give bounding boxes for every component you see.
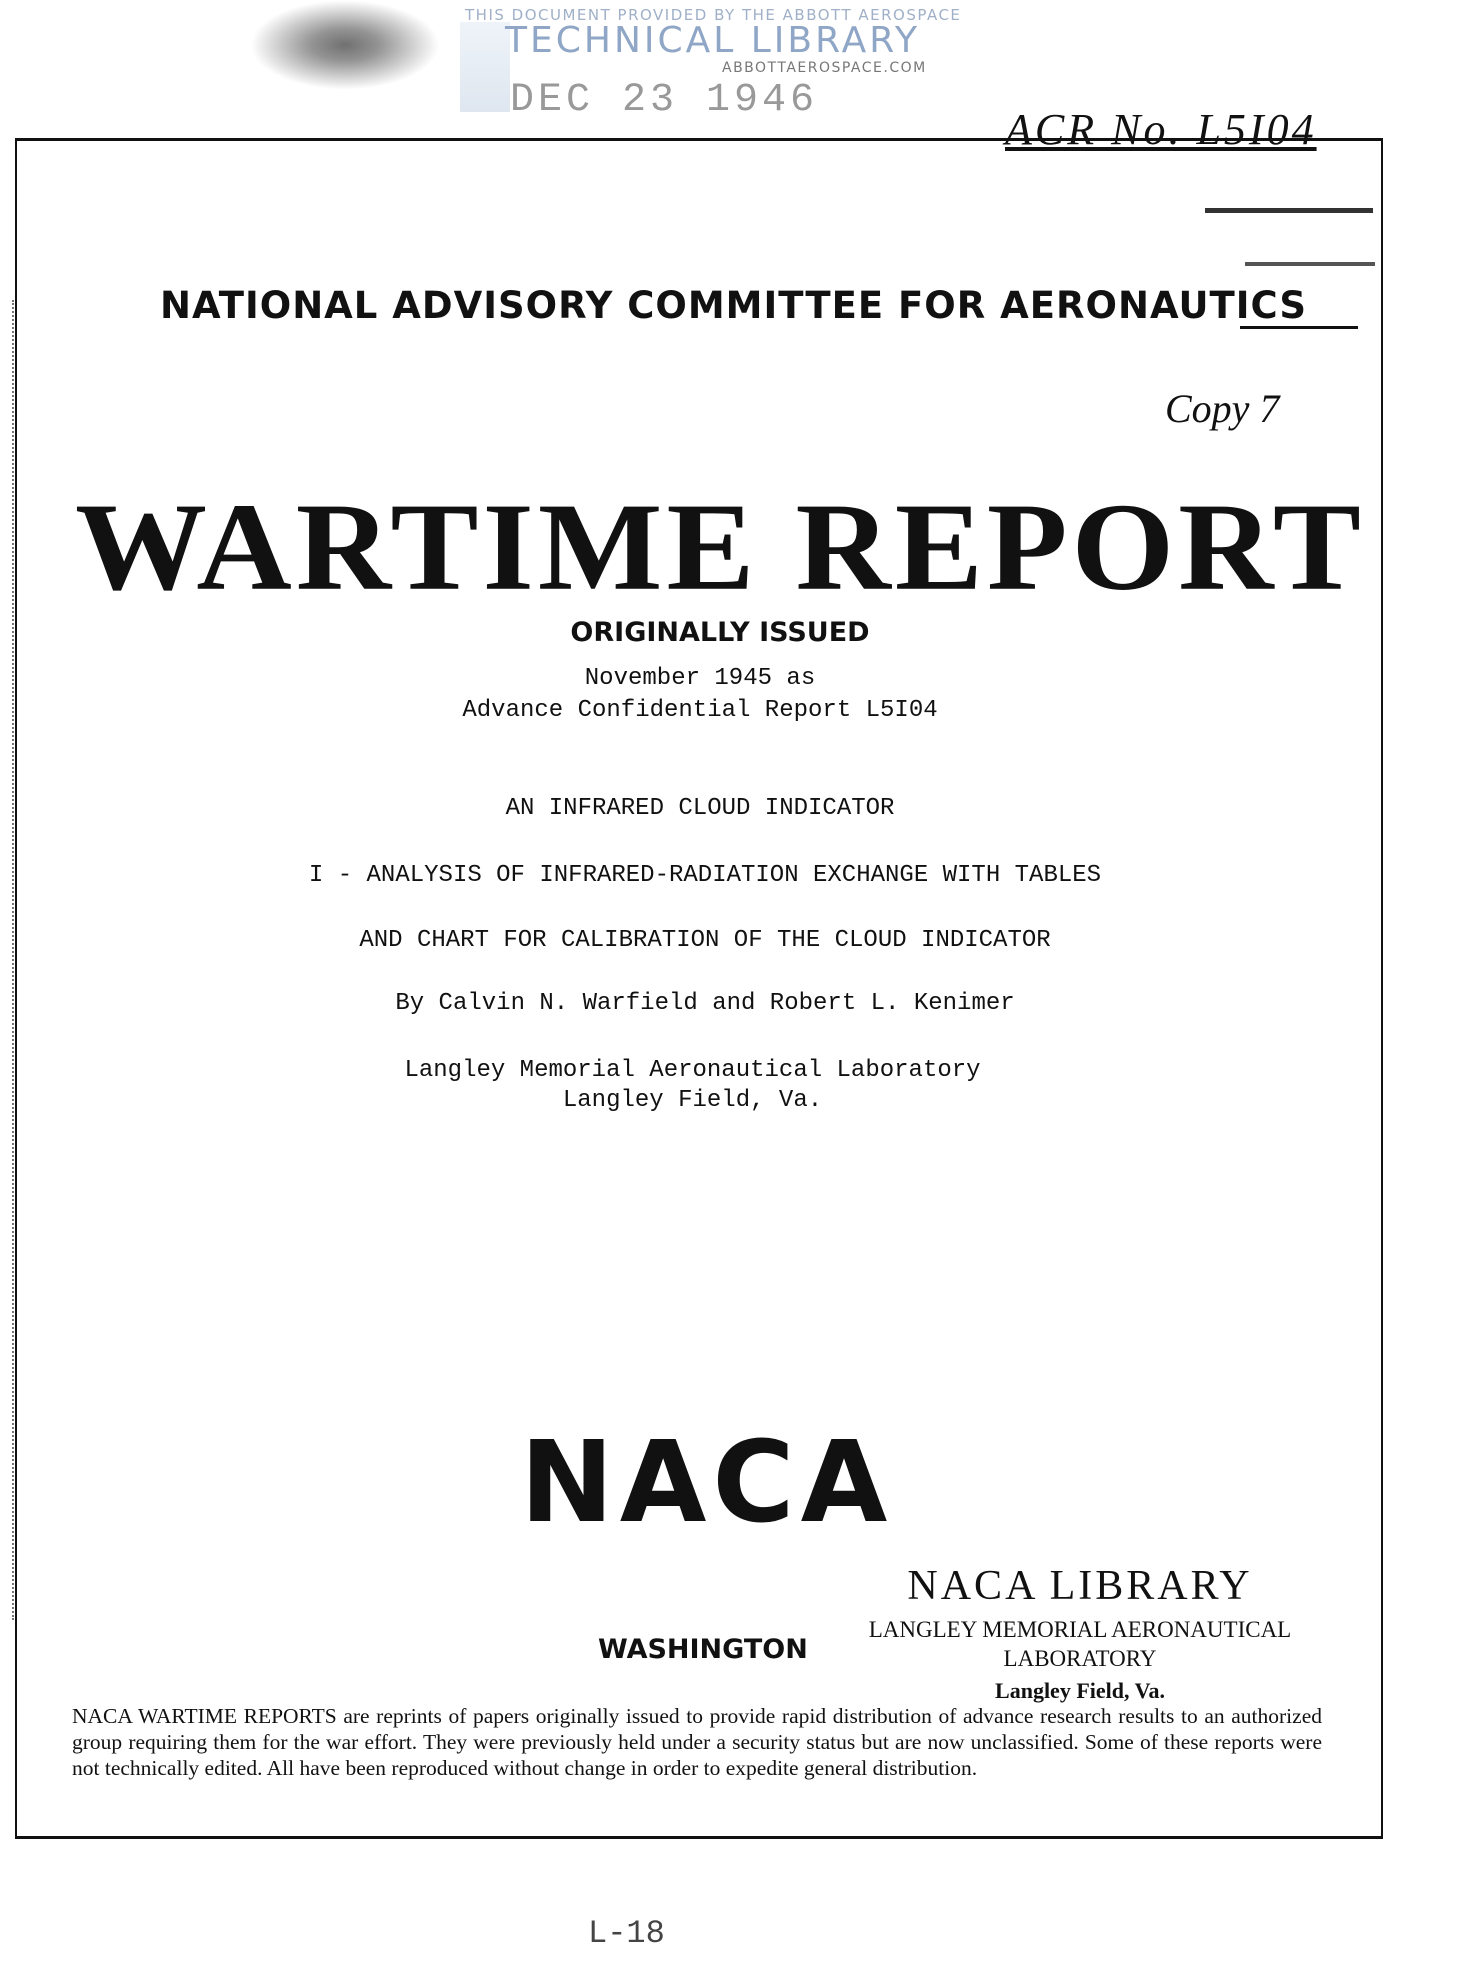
watermark-url[interactable]: ABBOTTAEROSPACE.COM	[722, 60, 927, 76]
date-stamp: DEC 23 1946	[510, 78, 819, 123]
notice-paragraph: NACA WARTIME REPORTS are reprints of papers originally issued to provide rapid distribution of advance research results to an authorized group requiring them for the war effort. They were previously held under a security status but are now unclassified. Some of these reports were not technically edited. All have been reproduced without change in order to expedite general distribution.	[72, 1704, 1322, 1780]
watermark-line1: THIS DOCUMENT PROVIDED BY THE ABBOTT AEROSPACE	[465, 6, 962, 24]
affiliation-line1: Langley Memorial Aeronautical Laboratory	[404, 1057, 981, 1084]
divider	[1205, 208, 1373, 213]
subject-line1: AN INFRARED CLOUD INDICATOR	[505, 795, 895, 822]
handwritten-report-number: ACR No. L5I04	[1005, 105, 1317, 154]
handwritten-copy-mark: Copy 7	[1165, 386, 1280, 431]
page-code: L-18	[588, 1915, 665, 1952]
issue-label: ORIGINALLY ISSUED	[570, 617, 870, 648]
watermark-logo	[460, 22, 510, 112]
library-stamp-title: NACA LIBRARY	[907, 1563, 1253, 1609]
library-stamp-line3: LABORATORY	[1003, 1646, 1157, 1671]
subject-line2: I - ANALYSIS OF INFRARED-RADIATION EXCHANGE WITH TABLES	[308, 862, 1102, 889]
issue-date: November 1945 as	[584, 665, 816, 692]
affiliation-line2: Langley Field, Va.	[562, 1087, 823, 1114]
library-stamp-line2: LANGLEY MEMORIAL AERONAUTICAL	[868, 1617, 1292, 1642]
naca-logo: NACA	[520, 1418, 894, 1548]
authors: By Calvin N. Warfield and Robert L. Kenimer	[395, 990, 1015, 1017]
organization-header: NATIONAL ADVISORY COMMITTEE FOR AERONAUTICS	[160, 284, 1307, 327]
page-title: WARTIME REPORT	[75, 476, 1365, 617]
emblem-stamp	[250, 0, 440, 90]
watermark-title: TECHNICAL LIBRARY	[505, 20, 921, 61]
issue-report: Advance Confidential Report L5I04	[462, 697, 938, 724]
divider	[1245, 262, 1375, 266]
library-stamp-line4: Langley Field, Va.	[995, 1678, 1165, 1703]
subject-line3: AND CHART FOR CALIBRATION OF THE CLOUD INDICATOR	[359, 927, 1051, 954]
location: WASHINGTON	[598, 1634, 808, 1665]
